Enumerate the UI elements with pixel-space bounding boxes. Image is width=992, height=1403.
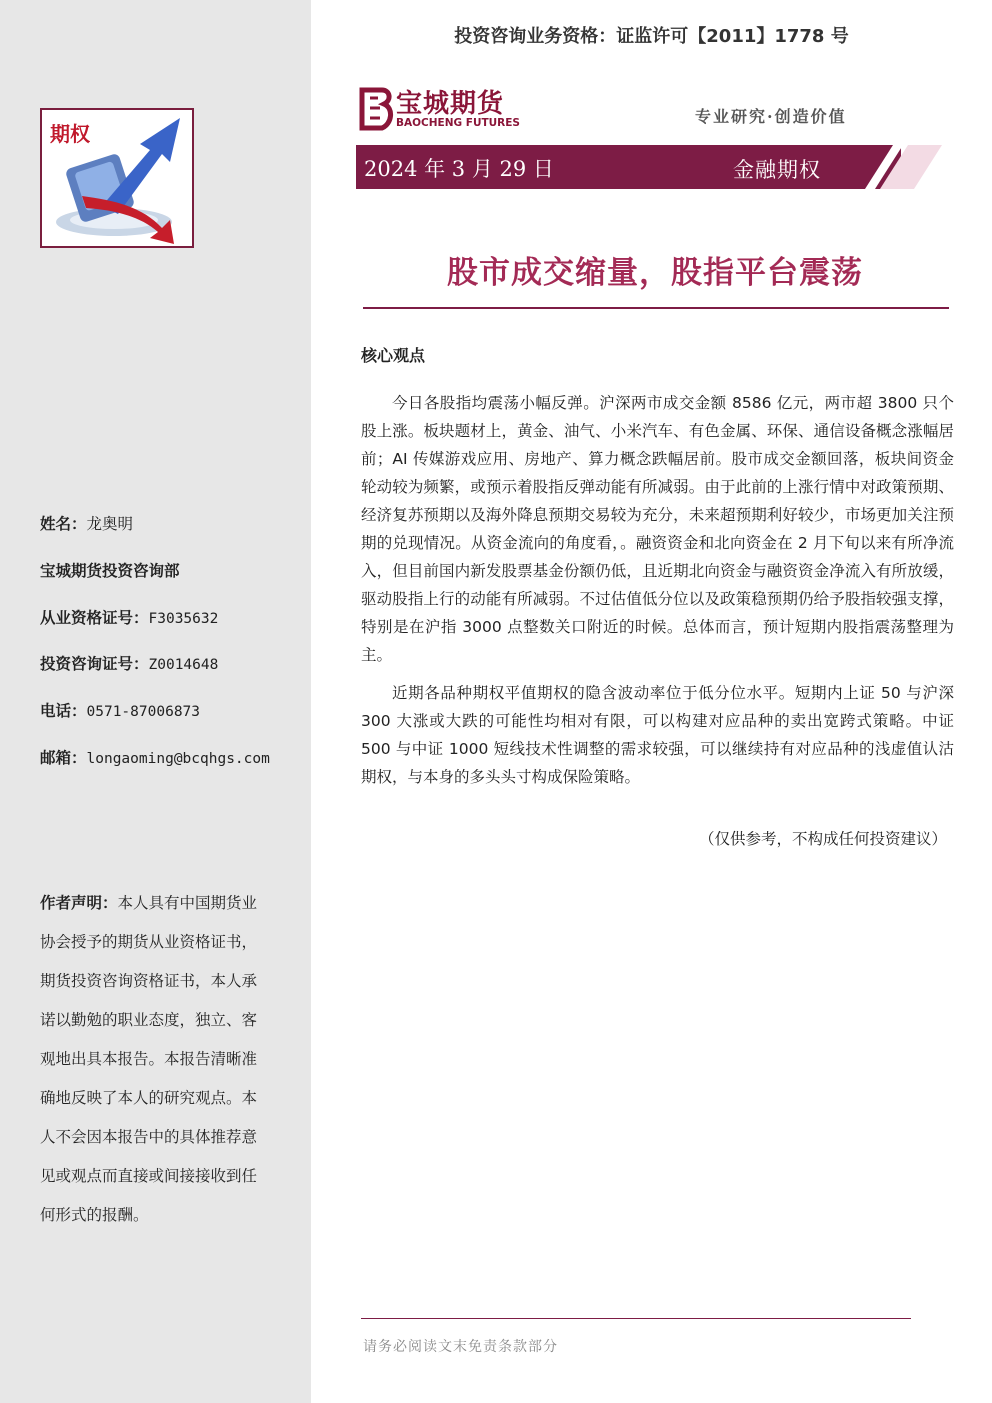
license-label: 从业资格证号： <box>40 609 149 627</box>
author-name <box>40 512 133 534</box>
email-label: 邮箱： <box>40 749 87 767</box>
core-paragraph-2: 近期各品种期权平值期权的隐含波动率位于低分位水平。短期内上证 50 与沪深 300 大涨或大跌的可能性均相对有限，可以构建对应品种的卖出宽跨式策略。中证 500 与中证 1000 短线技术性调整的需求较强，可以继续持有对应品种的浅虚值认沽期权，与本身的多头头寸构成保险策略。 <box>361 684 954 786</box>
author-phone <box>40 699 200 721</box>
report-title: 股市成交缩量，股指平台震荡 <box>447 255 863 291</box>
core-heading: 核心观点 <box>361 346 426 365</box>
logo-mark-icon <box>356 86 394 132</box>
phone-label: 电话： <box>40 702 87 720</box>
title-divider <box>363 307 949 309</box>
author-department <box>40 559 180 581</box>
footer-note: 请务必阅读文末免责条款部分 <box>363 1339 558 1355</box>
consult-value: Z0014648 <box>148 657 219 673</box>
cover-label: 期权 <box>50 122 90 146</box>
banner-stripes-icon <box>856 145 942 189</box>
logo-english-name: BAOCHENG FUTURES <box>396 117 520 129</box>
report-date: 2024 年 3 月 29 日 <box>364 157 554 181</box>
logo-chinese-name: 宝城期货 <box>396 89 505 119</box>
declaration-label: 作者声明： <box>40 894 118 912</box>
author-declaration <box>40 884 272 1235</box>
author-consult <box>40 652 218 674</box>
options-cover-image <box>40 108 194 248</box>
author-license <box>40 606 218 628</box>
author-name-value: 龙奥明 <box>86 515 134 533</box>
footer-divider <box>361 1318 911 1319</box>
department-name: 宝城期货投资咨询部 <box>40 562 180 580</box>
author-name-label: 姓名： <box>40 515 87 533</box>
license-value: F3035632 <box>148 611 219 627</box>
company-slogan: 专业研究·创造价值 <box>695 107 847 126</box>
author-email <box>40 746 270 768</box>
report-category: 金融期权 <box>733 158 821 182</box>
phone-value: 0571-87006873 <box>86 704 201 720</box>
email-value[interactable]: longaoming@bcqhgs.com <box>86 751 270 767</box>
license-cert-line: 投资咨询业务资格：证监许可【2011】1778 号 <box>454 26 849 47</box>
declaration-text: 本人具有中国期货业协会授予的期货从业资格证书，期货投资咨询资格证书，本人承诺以勤勉的职业态度，独立、客观地出具本报告。本报告清晰准确地反映了本人的研究观点。本人不会因本报告中的具体推荐意见或观点而直接或间接接收到任何形式的报酬。 <box>40 894 258 1224</box>
consult-label: 投资咨询证号： <box>40 655 149 673</box>
investment-disclaimer: （仅供参考，不构成任何投资建议） <box>698 830 947 848</box>
core-paragraph-1: 今日各股指均震荡小幅反弹。沪深两市成交金额 8586 亿元，两市超 3800 只个股上涨。板块题材上，黄金、油气、小米汽车、有色金属、环保、通信设备概念涨幅居前；AI 传媒游戏应用、房地产、算力概念跌幅居前。股市成交金额回落，板块间资金轮动较为频繁，或预示着股指反弹动能有所减弱。由于此前的上涨行情中对政策预期、经济复苏预期以及海外降息预期交易较为充分，未来超预期利好较少，市场更加关注预期的兑现情况。从资金流向的角度看，。融资资金和北向资金在 2 月下旬以来有所净流入，但目前国内新发股票基金份额仍低，且近期北向资金与融资资金净流入有所放缓，驱动股指上行的动能有所减弱。不过估值低分位以及政策稳预期仍给予股指较强支撑，特别是在沪指 3000 点整数关口附近的时候。总体而言，预计短期内股指震荡整理为主。 <box>361 394 954 664</box>
company-logo <box>356 86 526 132</box>
